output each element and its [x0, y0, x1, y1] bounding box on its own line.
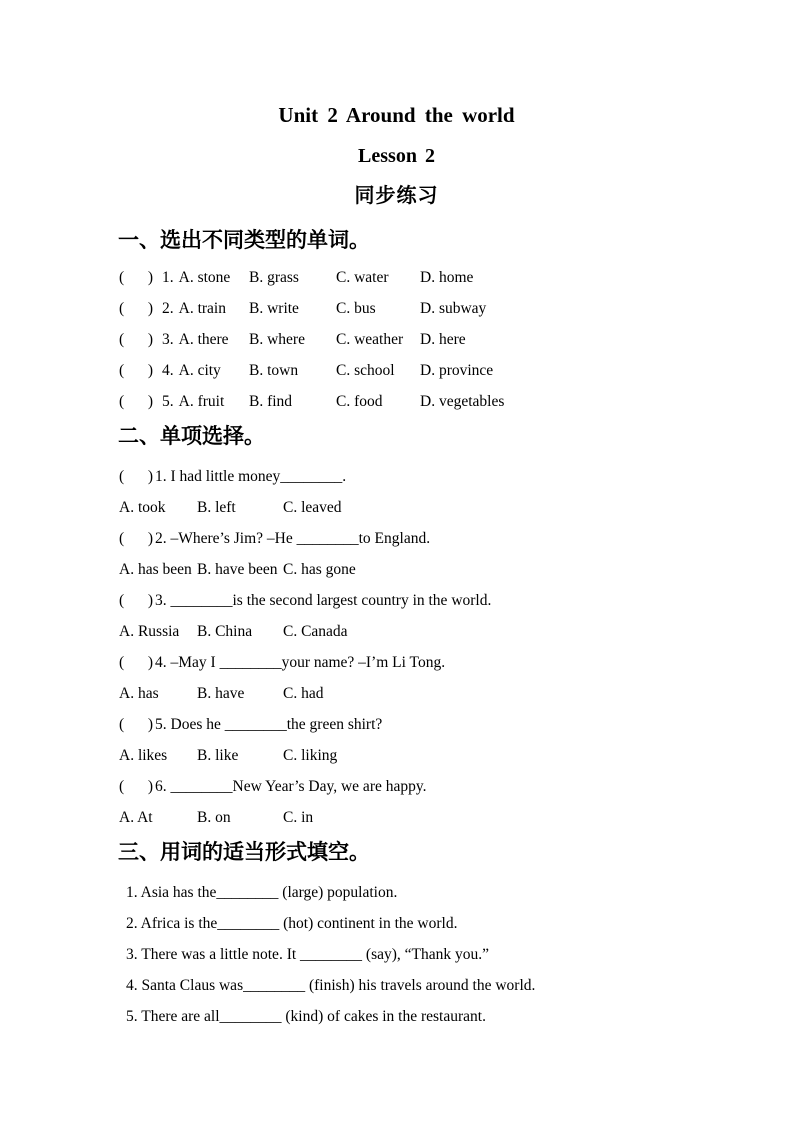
choice-b: B. have been [197, 561, 278, 578]
choice-a: A. Russia [119, 623, 180, 640]
answer-blank-parens [119, 355, 153, 386]
fill-in-items [119, 877, 793, 1032]
paren-open: ( [119, 362, 125, 379]
option-a-text: A. city [178, 362, 221, 379]
section-three-heading: 三、用词的适当形式填空。 [118, 841, 370, 864]
answer-blank-parens [119, 585, 153, 616]
fill-item-3: 3. There was a little note. It ________ (say), “Thank you.” [126, 946, 490, 963]
lesson-title: Lesson 2 [358, 145, 435, 167]
exercise-title: 同步练习 [354, 185, 439, 207]
paren-close: ) [147, 300, 153, 317]
question-number: 1. [162, 269, 174, 286]
paren-close: ) [147, 269, 153, 286]
option-d: D. province [420, 362, 494, 379]
answer-blank-parens [119, 461, 153, 492]
question-number: 3. [162, 331, 174, 348]
answer-row-4 [119, 678, 793, 709]
answer-row-3 [119, 616, 793, 647]
paren-open: ( [119, 778, 125, 795]
option-d: D. home [420, 269, 474, 286]
paren-open: ( [119, 269, 125, 286]
question-text: 4. –May I ________your name? –I’m Li Tong. [155, 654, 446, 671]
option-a-text: A. fruit [178, 393, 225, 410]
paren-open: ( [119, 530, 125, 547]
answer-blank-parens [119, 386, 153, 417]
option-a [162, 324, 249, 355]
question-4 [119, 647, 793, 678]
paren-close: ) [147, 331, 153, 348]
word-choice-rows [119, 262, 793, 417]
option-d: D. subway [420, 300, 487, 317]
option-a [162, 262, 249, 293]
paren-close: ) [147, 362, 153, 379]
option-b: B. find [249, 393, 293, 410]
paren-close: ) [147, 716, 153, 733]
section-two-heading: 二、单项选择。 [118, 425, 265, 448]
question-number: 5. [162, 393, 174, 410]
paren-close: ) [147, 654, 153, 671]
question-2 [119, 523, 793, 554]
answer-blank-parens [119, 324, 153, 355]
option-c: C. food [336, 393, 383, 410]
choice-b: B. have [197, 685, 245, 702]
paren-close: ) [147, 592, 153, 609]
fill-item-1: 1. Asia has the________ (large) population. [126, 884, 398, 901]
choice-b: B. left [197, 499, 236, 516]
paren-close: ) [147, 530, 153, 547]
fill-item-5: 5. There are all________ (kind) of cakes in the restaurant. [126, 1008, 486, 1025]
choice-c: C. leaved [283, 499, 342, 516]
choice-a: A. took [119, 499, 166, 516]
answer-blank-parens [119, 647, 153, 678]
option-b: B. town [249, 362, 299, 379]
option-a [162, 355, 249, 386]
word-row-1 [119, 262, 793, 293]
question-3 [119, 585, 793, 616]
choice-c: C. Canada [283, 623, 348, 640]
answer-blank-parens [119, 262, 153, 293]
paren-open: ( [119, 468, 125, 485]
option-c: C. water [336, 269, 389, 286]
choice-b: B. like [197, 747, 239, 764]
option-d: D. vegetables [420, 393, 505, 410]
question-text: 2. –Where’s Jim? –He ________to England. [155, 530, 431, 547]
answer-row-6 [119, 802, 793, 833]
answer-row-5 [119, 740, 793, 771]
fill-item-2: 2. Africa is the________ (hot) continent in the world. [126, 915, 458, 932]
answer-blank-parens [119, 771, 153, 802]
choice-c: C. had [283, 685, 324, 702]
option-a [162, 386, 249, 417]
choice-a: A. has been [119, 561, 192, 578]
option-a [162, 293, 249, 324]
question-1 [119, 461, 793, 492]
choice-a: A. At [119, 809, 153, 826]
option-d: D. here [420, 331, 466, 348]
unit-title: Unit 2 Around the world [278, 103, 515, 127]
question-text: 5. Does he ________the green shirt? [155, 716, 383, 733]
paren-open: ( [119, 716, 125, 733]
option-c: C. school [336, 362, 395, 379]
paren-open: ( [119, 654, 125, 671]
answer-blank-parens [119, 709, 153, 740]
question-text: 3. ________is the second largest country in the world. [155, 592, 492, 609]
question-text: 6. ________New Year’s Day, we are happy. [155, 778, 427, 795]
option-a-text: A. stone [178, 269, 231, 286]
option-b: B. grass [249, 269, 299, 286]
question-5 [119, 709, 793, 740]
choice-a: A. likes [119, 747, 168, 764]
question-6 [119, 771, 793, 802]
choice-c: C. has gone [283, 561, 356, 578]
question-number: 2. [162, 300, 174, 317]
paren-open: ( [119, 300, 125, 317]
word-row-5 [119, 386, 793, 417]
option-b: B. where [249, 331, 305, 348]
choice-c: C. liking [283, 747, 338, 764]
choice-b: B. China [197, 623, 253, 640]
word-row-4 [119, 355, 793, 386]
question-text: 1. I had little money________. [155, 468, 347, 485]
paren-open: ( [119, 393, 125, 410]
paren-close: ) [147, 393, 153, 410]
paren-close: ) [147, 468, 153, 485]
answer-row-1 [119, 492, 793, 523]
answer-row-2 [119, 554, 793, 585]
word-row-3 [119, 324, 793, 355]
answer-blank-parens [119, 523, 153, 554]
answer-blank-parens [119, 293, 153, 324]
paren-close: ) [147, 778, 153, 795]
option-a-text: A. there [178, 331, 229, 348]
option-b: B. write [249, 300, 299, 317]
option-c: C. bus [336, 300, 376, 317]
multiple-choice-rows [119, 461, 793, 833]
paren-open: ( [119, 592, 125, 609]
section-one-heading: 一、选出不同类型的单词。 [118, 229, 370, 252]
option-c: C. weather [336, 331, 404, 348]
paren-open: ( [119, 331, 125, 348]
fill-item-4: 4. Santa Claus was________ (finish) his travels around the world. [126, 977, 536, 994]
word-row-2 [119, 293, 793, 324]
question-number: 4. [162, 362, 174, 379]
choice-c: C. in [283, 809, 314, 826]
choice-b: B. on [197, 809, 231, 826]
option-a-text: A. train [178, 300, 226, 317]
choice-a: A. has [119, 685, 159, 702]
